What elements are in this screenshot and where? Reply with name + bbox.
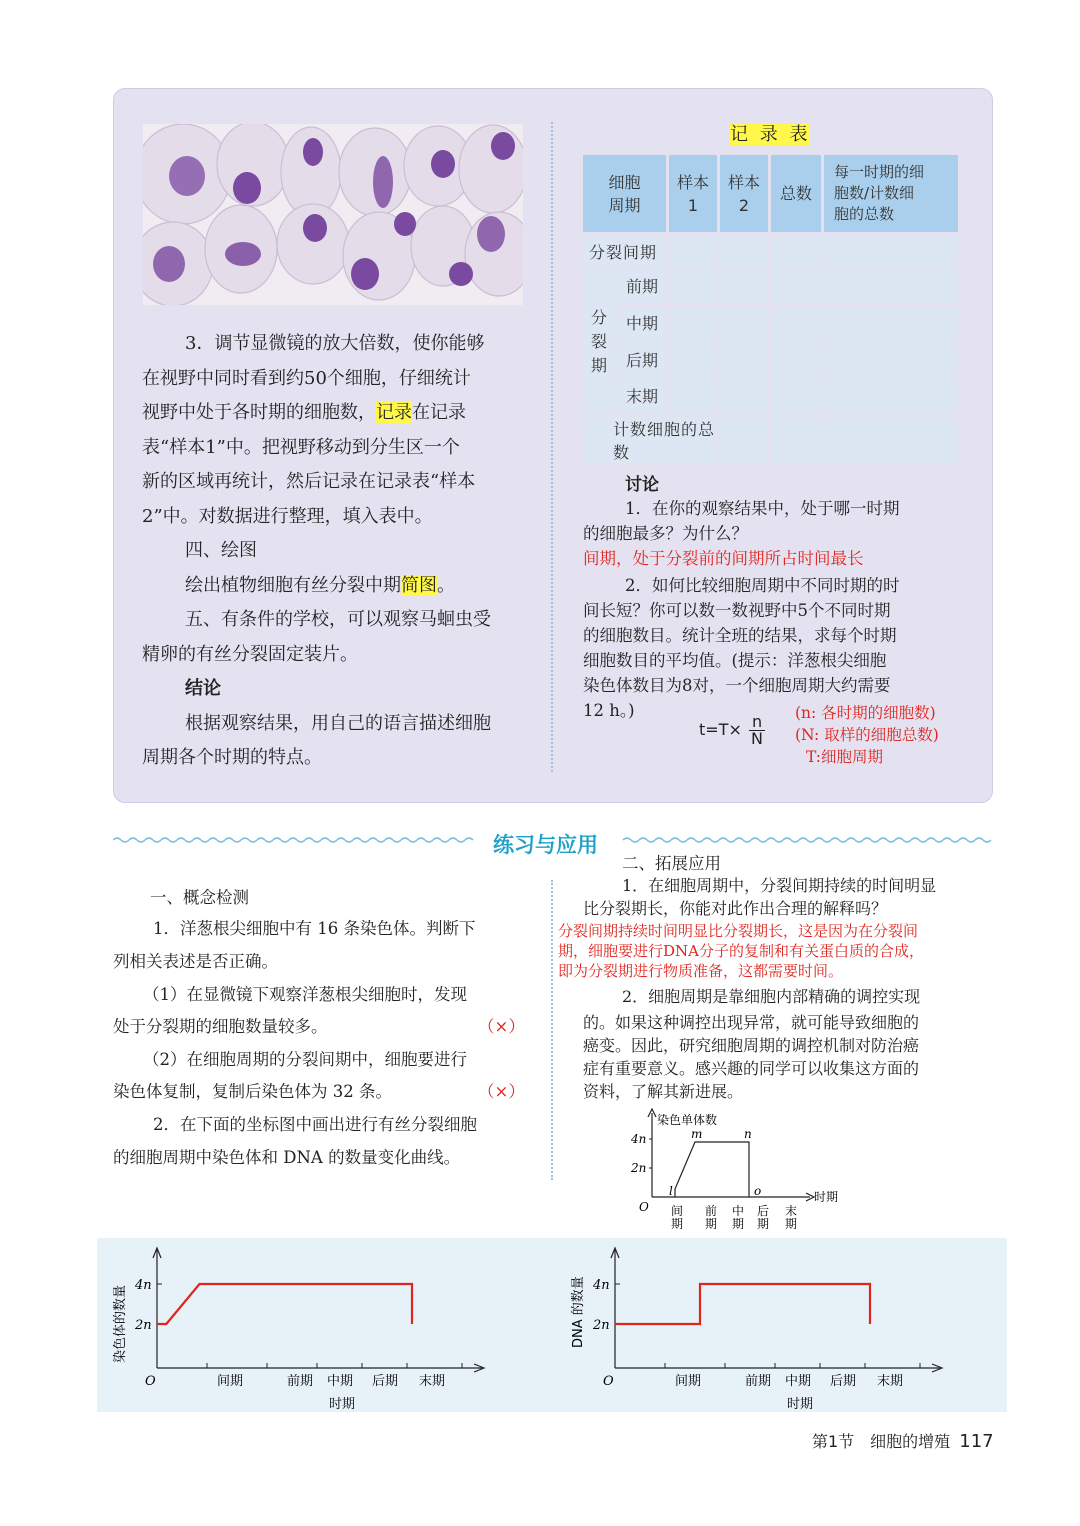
micrograph-image xyxy=(143,124,523,305)
period-label: 末期 xyxy=(785,1204,798,1231)
x-category-label: 中期 xyxy=(785,1374,812,1389)
period-label: 前期 xyxy=(705,1204,718,1231)
footer-section: 第1节 细胞的增殖 xyxy=(812,1432,951,1451)
step3-line1: 3．调节显微镜的放大倍数，使你能够 xyxy=(185,333,485,354)
disc-q2-line2: 间长短？你可以数一数视野中5个不同时期 xyxy=(583,601,891,620)
point-l: l xyxy=(669,1184,673,1198)
table-cell xyxy=(720,270,768,304)
step4-title: 四、绘图 xyxy=(185,540,257,561)
small-ytick-4n: 4n xyxy=(631,1132,647,1146)
chromosome-chart xyxy=(97,1238,547,1412)
conclusion-line1: 根据观察结果，用自己的语言描述细胞 xyxy=(185,713,491,734)
disc-a1: 间期，处于分裂前的间期所占时间最长 xyxy=(583,549,864,568)
panel-divider xyxy=(551,122,553,772)
header-cell-cycle: 细胞 周期 xyxy=(583,155,666,232)
table-cell xyxy=(771,307,821,341)
small-periods xyxy=(671,1203,797,1231)
table-cell xyxy=(824,417,958,463)
ex2-q1-line1: 1．在细胞周期中，分裂间期持续的时间明显 xyxy=(622,876,937,895)
y-axis-label: 染色体的数量 xyxy=(113,1284,128,1363)
ex2-a1-line3: 即为分裂期进行物质准备，这都需要时间。 xyxy=(558,962,844,980)
table-cell xyxy=(720,235,768,267)
header-total: 总数 xyxy=(771,155,821,232)
ex2-a1-line1: 分裂间期持续时间明显比分裂期长，这是因为在分裂间 xyxy=(558,922,919,940)
point-n: n xyxy=(744,1127,752,1141)
small-origin: O xyxy=(639,1200,649,1214)
table-cell xyxy=(669,270,717,304)
disc-q2-line1: 2．如何比较细胞周期中不同时期的时 xyxy=(625,576,900,595)
chromatid-curve xyxy=(675,1142,749,1197)
ex2-q1-line2: 比分裂期长，你能对此作出合理的解释吗？ xyxy=(583,899,888,918)
ex2-q2-line4: 症有重要意义。感兴趣的同学可以收集这方面的 xyxy=(583,1059,920,1078)
formula-denominator: N xyxy=(751,729,763,748)
origin-label: O xyxy=(603,1374,614,1389)
disc-q1-line2: 的细胞最多？为什么？ xyxy=(583,524,748,543)
footer xyxy=(812,1429,994,1452)
dna-chart xyxy=(555,1238,1005,1412)
step5-line2: 精卵的有丝分裂固定装片。 xyxy=(142,644,358,665)
table-cell xyxy=(669,307,717,341)
series-line-DNA xyxy=(615,1284,870,1324)
ex-q2-line1: 2．在下面的坐标图中画出进行有丝分裂细胞 xyxy=(153,1115,477,1134)
ex-q1-1-line2: 处于分裂期的细胞数量较多。 xyxy=(113,1017,328,1036)
table-cell xyxy=(771,417,821,463)
small-ytick-2n: 2n xyxy=(631,1161,647,1175)
ex2-q2-line1: 2．细胞周期是靠细胞内部精确的调控实现 xyxy=(622,987,921,1006)
formula-note-N: (N: 取样的细胞总数) xyxy=(795,726,939,744)
phase-telophase: 末期 xyxy=(618,380,666,414)
ex-q1-line2: 列相关表述是否正确。 xyxy=(113,952,278,971)
conclusion-line2: 周期各个时期的特点。 xyxy=(142,747,322,768)
x-category-label: 中期 xyxy=(327,1374,354,1389)
step3-line5: 新的区域再统计，然后记录在记录表“样本 xyxy=(142,471,476,492)
header-ratio: 每一时期的细 胞数/计数细 胞的总数 xyxy=(824,155,958,232)
table-cell xyxy=(720,307,768,341)
highlight-record: 记录 xyxy=(376,402,412,423)
x-category-label: 末期 xyxy=(877,1374,904,1389)
origin-label: O xyxy=(145,1374,156,1389)
table-cell xyxy=(771,235,821,267)
step5-line1: 五、有条件的学校，可以观察马蛔虫受 xyxy=(185,609,491,630)
disc-q2-line3: 的细胞数目。统计全班的结果，求每个时期 xyxy=(583,626,897,645)
table-cell xyxy=(669,235,717,267)
formula-note-n: (n: 各时期的细胞数) xyxy=(795,704,936,722)
table-cell xyxy=(720,344,768,378)
table-cell xyxy=(771,270,821,304)
table-cell xyxy=(720,417,768,463)
period-label: 间期 xyxy=(671,1204,684,1231)
phase-prophase: 前期 xyxy=(618,270,666,304)
disc-q2-line4: 细胞数目的平均值。(提示：洋葱根尖细胞 xyxy=(583,651,887,670)
x-category-label: 后期 xyxy=(830,1374,857,1389)
step3-line2: 在视野中同时看到约50个细胞，仔细统计 xyxy=(142,368,471,389)
x-axis-label: 时期 xyxy=(329,1397,356,1412)
period-label: 中期 xyxy=(732,1204,745,1231)
table-cell xyxy=(669,344,717,378)
x-category-label: 间期 xyxy=(675,1374,702,1389)
conclusion-title: 结论 xyxy=(185,678,221,699)
step3-line6: 2”中。对数据进行整理，填入表中。 xyxy=(142,506,433,527)
mitosis-group xyxy=(583,270,666,414)
table-cell xyxy=(771,344,821,378)
small-xlabel: 时期 xyxy=(814,1190,839,1204)
highlight-sketch: 简图 xyxy=(401,575,437,596)
ex-q1-2-line2: 染色体复制，复制后染色体为 32 条。 xyxy=(113,1082,392,1101)
table-cell xyxy=(720,380,768,414)
formula: t=T× $\frac{n}{N}$ xyxy=(699,714,765,747)
ex-q1-line1: 1．洋葱根尖细胞中有 16 条染色体。判断下 xyxy=(153,919,476,938)
ex-q1-1-line1: （1）在显微镜下观察洋葱根尖细胞时，发现 xyxy=(143,985,467,1004)
y-tick-label: 2n xyxy=(593,1318,610,1333)
page-number: 117 xyxy=(959,1431,994,1452)
ex-q1-2-answer: （×） xyxy=(478,1082,525,1101)
small-ylabel: 染色单体数 xyxy=(657,1113,718,1127)
ex2-q2-line3: 癌变。因此，研究细胞周期的调控机制对防治癌 xyxy=(583,1036,920,1055)
point-m: m xyxy=(691,1127,703,1141)
table-cell xyxy=(824,270,958,304)
x-category-label: 前期 xyxy=(287,1374,314,1389)
table-cell xyxy=(669,380,717,414)
row-interphase-label: 分裂间期 xyxy=(583,235,666,267)
part2-title: 二、拓展应用 xyxy=(622,854,721,873)
disc-q2-line5: 染色体数目为8对，一个细胞周期大约需要 xyxy=(583,676,891,695)
ex-q1-1-answer: （×） xyxy=(478,1017,525,1036)
ex-q2-line2: 的细胞周期中染色体和 DNA 的数量变化曲线。 xyxy=(113,1148,461,1167)
part1-title: 一、概念检测 xyxy=(150,888,249,907)
record-table-title: 记 录 表 xyxy=(730,124,811,145)
ex2-q2-line5: 资料，了解其新进展。 xyxy=(583,1082,744,1101)
ex-q1-2-line1: （2）在细胞周期的分裂间期中，细胞要进行 xyxy=(143,1050,467,1069)
disc-q2-line6: 12 h。) xyxy=(583,701,635,720)
ex2-q2-line2: 的。如果这种调控出现异常，就可能导致细胞的 xyxy=(583,1013,920,1032)
phase-metaphase: 中期 xyxy=(618,307,666,341)
exercise-divider xyxy=(551,880,553,1180)
step3-line3: 视野中处于各时期的细胞数，记录在记录 xyxy=(142,402,466,423)
table-cell xyxy=(824,235,958,267)
table-cell xyxy=(824,344,958,378)
table-cell xyxy=(824,307,958,341)
step3-line4: 表“样本1”中。把视野移动到分生区一个 xyxy=(142,437,460,458)
disc-q1-line1: 1．在你的观察结果中，处于哪一时期 xyxy=(625,499,900,518)
phase-anaphase: 后期 xyxy=(618,344,666,378)
record-table xyxy=(580,152,961,466)
step4-text: 绘出植物细胞有丝分裂中期简图。 xyxy=(185,575,455,596)
table-cell xyxy=(771,380,821,414)
ex2-a1-line2: 期，细胞要进行DNA分子的复制和有关蛋白质的合成， xyxy=(558,942,924,960)
y-tick-label: 4n xyxy=(135,1278,152,1293)
x-axis-label: 时期 xyxy=(787,1397,814,1412)
formula-note-T: T:细胞周期 xyxy=(806,748,884,766)
section-title: 练习与应用 xyxy=(493,833,598,857)
y-tick-label: 4n xyxy=(593,1278,610,1293)
mitosis-label: 分 裂 期 xyxy=(583,270,615,414)
table-cell xyxy=(824,380,958,414)
point-o: o xyxy=(754,1184,762,1198)
discussion-title: 讨论 xyxy=(625,475,659,495)
y-tick-label: 2n xyxy=(135,1318,152,1333)
formula-numerator: n xyxy=(749,714,765,731)
x-category-label: 前期 xyxy=(745,1374,772,1389)
x-category-label: 后期 xyxy=(372,1374,399,1389)
row-total-label: 计数细胞的总数 xyxy=(583,417,717,463)
period-label: 后期 xyxy=(757,1204,770,1231)
header-sample1: 样本 1 xyxy=(669,155,717,232)
header-sample2: 样本 2 xyxy=(720,155,768,232)
chromatid-chart xyxy=(625,1105,850,1235)
x-category-label: 间期 xyxy=(217,1374,244,1389)
series-line-染色体 xyxy=(157,1284,412,1324)
y-axis-label: DNA 的数量 xyxy=(571,1276,586,1348)
x-category-label: 末期 xyxy=(419,1374,446,1389)
